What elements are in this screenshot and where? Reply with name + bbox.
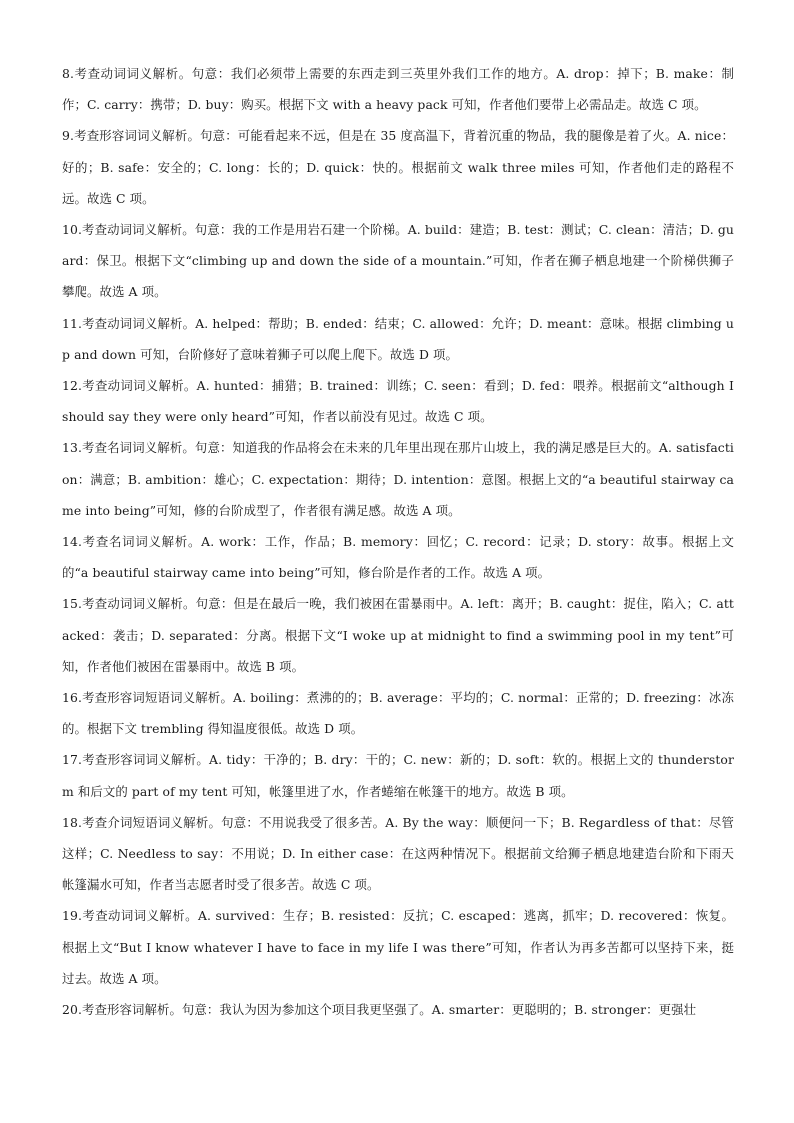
answer-explanation-11: 11.考查动词词义解析。A. helped：帮助；B. ended：结束；C. allowed：允许；D. meant：意味。根据 climbing up and down 可知，台阶修好了意味着狮子可以爬上爬下。故选 D 项。 <box>62 315 734 362</box>
answer-explanation-19: 19.考查动词词义解析。A. survived：生存；B. resisted：反抗；C. escaped：逃离，抓牢；D. recovered：恢复。根据上文“But I know whatever I have to face in my life I was there”可知，作者认为再多苦都可以坚持下来，挺过去。故选 A 项。 <box>62 908 734 986</box>
answer-explanation-8: 8.考查动词词义解析。句意：我们必须带上需要的东西走到三英里外我们工作的地方。A. drop：掉下；B. make：制作；C. carry：携带；D. buy：购买。根据下文 with a heavy pack 可知，作者他们要带上必需品走。故选 C 项。 <box>62 66 734 113</box>
answer-explanation-16: 16.考查形容词短语词义解析。A. boiling：煮沸的的；B. average：平均的；C. normal：正常的；D. freezing：冰冻的。根据下文 trembling 得知温度很低。故选 D 项。 <box>62 690 734 737</box>
answer-explanation-9: 9.考查形容词词义解析。句意：可能看起来不远，但是在 35 度高温下，背着沉重的物品，我的腿像是着了火。A. nice：好的；B. safe：安全的；C. long：长的；D. quick：快的。根据前文 walk three miles 可知，作者他们走的路程不远。故选 C 项。 <box>62 128 734 206</box>
answer-explanation-13: 13.考查名词词义解析。句意：知道我的作品将会在未来的几年里出现在那片山坡上，我的满足感是巨大的。A. satisfaction：满意；B. ambition：雄心；C. expectation：期待；D. intention：意图。根据上文的“a beautiful stairway came into being”可知，修的台阶成型了，作者很有满足感。故选 A 项。 <box>62 440 734 518</box>
answer-explanation-20: 20.考查形容词解析。句意：我认为因为参加这个项目我更坚强了。A. smarter：更聪明的；B. stronger：更强壮 <box>62 1002 697 1018</box>
answer-explanation-14: 14.考查名词词义解析。A. work：工作，作品；B. memory：回忆；C. record：记录；D. story：故事。根据上文的“a beautiful stairway came into being”可知，修台阶是作者的工作。故选 A 项。 <box>62 534 734 581</box>
answer-explanation-17: 17.考查形容词词义解析。A. tidy：干净的；B. dry：干的；C. new：新的；D. soft：软的。根据上文的 thunderstorm 和后文的 part of my tent 可知，帐篷里进了水，作者蜷缩在帐篷干的地方。故选 B 项。 <box>62 752 734 799</box>
answer-explanation-15: 15.考查动词词义解析。句意：但是在最后一晚，我们被困在雷暴雨中。A. left：离开；B. caught：捉住，陷入；C. attacked：袭击；D. separated：分离。根据下文“I woke up at midnight to find a swimming pool in my tent”可知，作者他们被困在雷暴雨中。故选 B 项。 <box>62 596 734 674</box>
document-page <box>62 58 734 1025</box>
answer-explanation-18: 18.考查介词短语词义解析。句意：不用说我受了很多苦。A. By the way：顺便问一下；B. Regardless of that：尽管这样；C. Needless to say：不用说；D. In either case：在这两种情况下。根据前文给狮子栖息地建造台阶和下雨天帐篷漏水可知，作者当志愿者时受了很多苦。故选 C 项。 <box>62 814 734 893</box>
answer-explanation-12: 12.考查动词词义解析。A. hunted：捕猎；B. trained：训练；C. seen：看到；D. fed：喂养。根据前文“although I should say they were only heard”可知，作者以前没有见过。故选 C 项。 <box>62 378 734 425</box>
answer-explanation-10: 10.考查动词词义解析。句意：我的工作是用岩石建一个阶梯。A. build：建造；B. test：测试；C. clean：清洁；D. guard：保卫。根据下文“climbing up and down the side of a mountain.”可知，作者在狮子栖息地建一个阶梯供狮子攀爬。故选 A 项。 <box>62 222 734 300</box>
